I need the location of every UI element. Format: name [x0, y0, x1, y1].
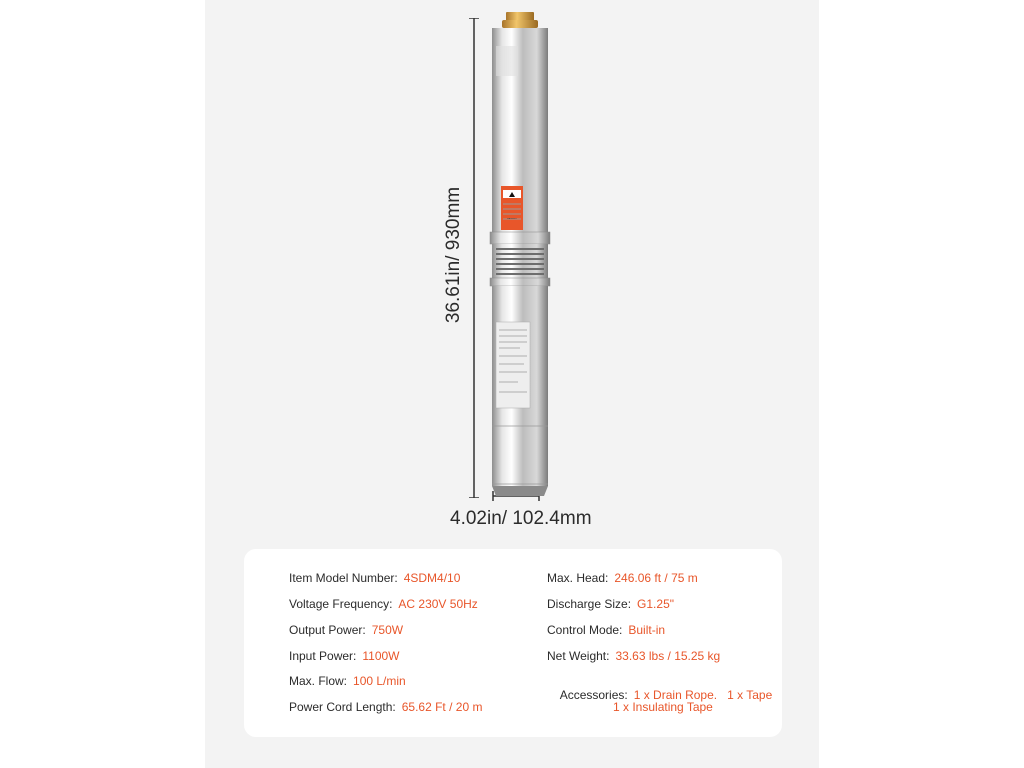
spec-net-weight: Net Weight: 33.63 lbs / 15.25 kg	[547, 649, 721, 663]
spec-accessories-continued: 1 x Insulating Tape	[613, 700, 713, 714]
spec-input-power: Input Power: 1100W	[289, 649, 400, 663]
spec-output-power: Output Power: 750W	[289, 623, 404, 637]
submersible-pump-image	[480, 6, 560, 498]
specifications-card	[244, 549, 782, 737]
spec-power-cord-length: Power Cord Length: 65.62 Ft / 20 m	[289, 700, 483, 714]
spec-voltage-frequency: Voltage Frequency: AC 230V 50Hz	[289, 597, 478, 611]
height-dimension-label: 36.61in/ 930mm	[443, 186, 464, 324]
width-dimension-label: 4.02in/ 102.4mm	[450, 508, 592, 529]
spec-discharge-size: Discharge Size: G1.25"	[547, 597, 674, 611]
spec-max-flow: Max. Flow: 100 L/min	[289, 674, 406, 688]
spec-accessories: Accessories: 1 x Drain Rope. 1 x Tape	[559, 688, 773, 702]
spec-max-head: Max. Head: 246.06 ft / 75 m	[547, 571, 698, 585]
spec-control-mode: Control Mode: Built-in	[547, 623, 666, 637]
pump-warning-label: WARNING	[507, 218, 517, 220]
spec-model-number: Item Model Number: 4SDM4/10	[289, 571, 461, 585]
